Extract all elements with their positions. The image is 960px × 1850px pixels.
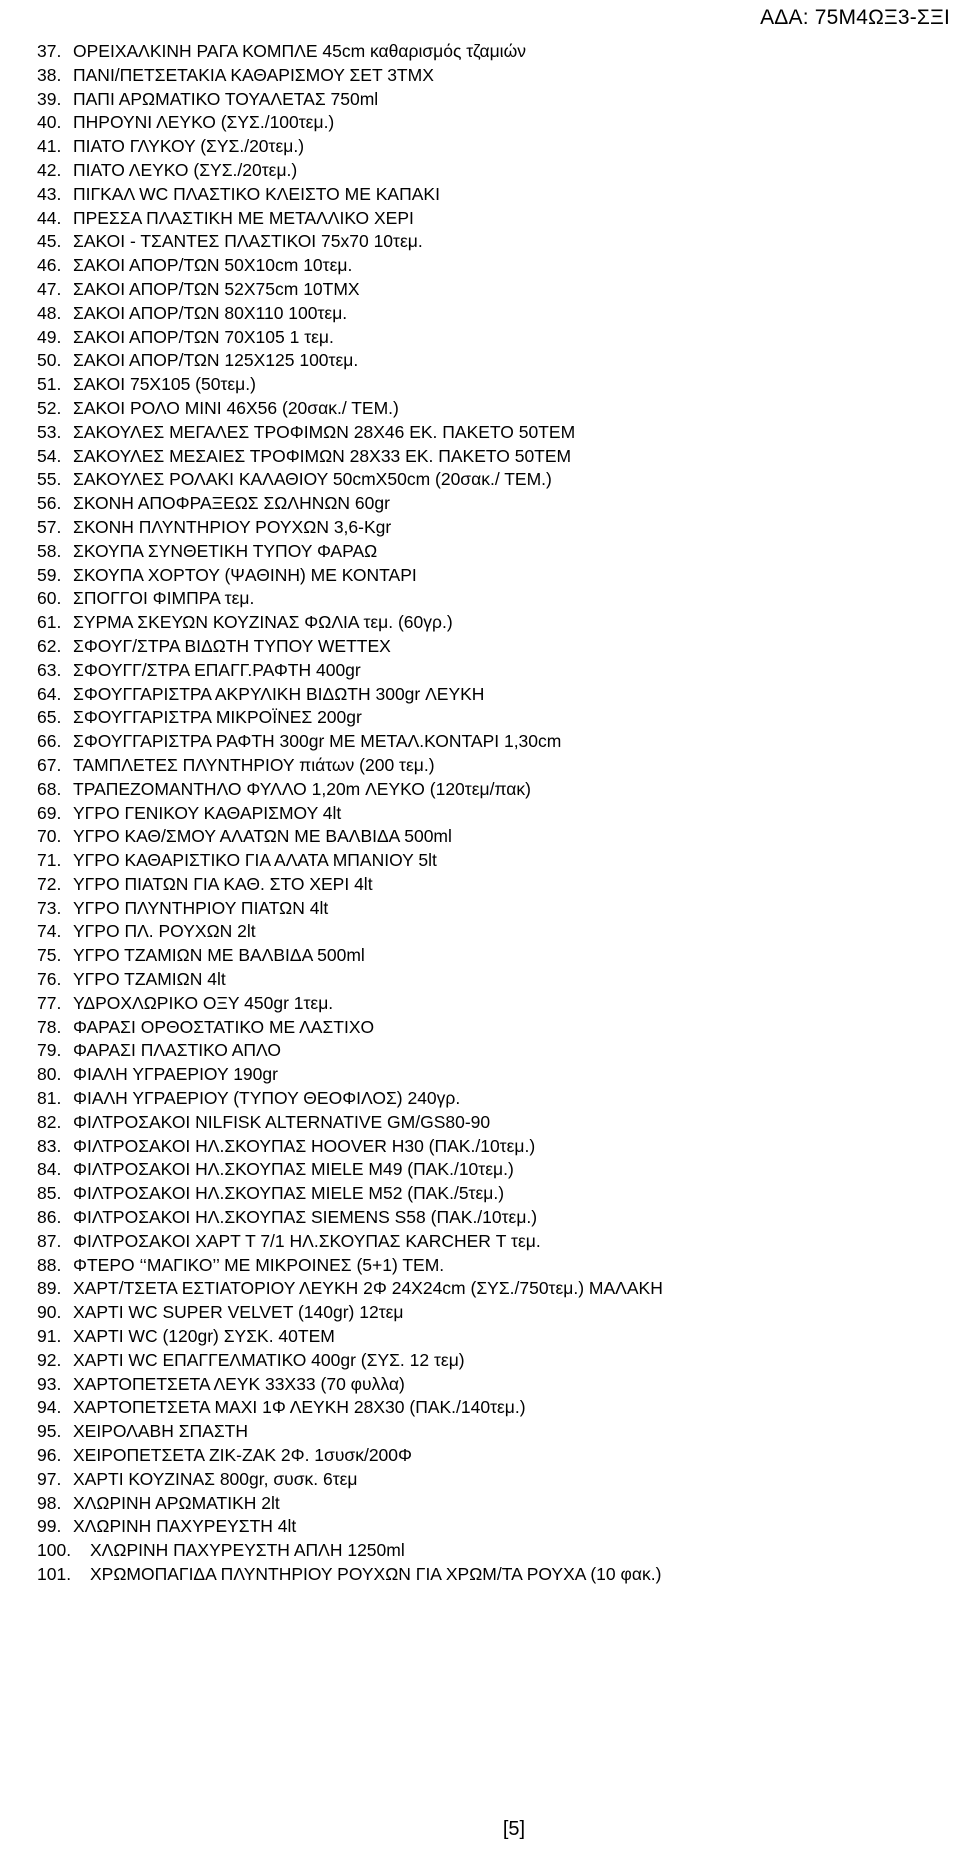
item-number: 37.: [37, 41, 62, 61]
item-number: 50.: [37, 350, 62, 371]
item-description: ΣΑΚΟΥΛΕΣ ΜΕΣΑΙΕΣ ΤΡΟΦΙΜΩΝ 28Χ33 ΕΚ. ΠΑΚΕΤΟ 50ΤΕΜ: [73, 445, 572, 466]
list-item: [37, 492, 947, 516]
list-item: [37, 135, 947, 159]
item-number: 83.: [37, 1135, 62, 1156]
item-description: ΠΙΓΚΑΛ WC ΠΛΑΣΤΙΚΟ ΚΛΕΙΣΤΟ ΜΕ ΚΑΠΑΚΙ: [73, 183, 440, 204]
list-item: [37, 1158, 947, 1182]
list-item: [37, 421, 947, 445]
item-number: 39.: [37, 88, 62, 109]
item-description: ΧΑΡΤΟΠΕΤΣΕΤΑ ΜΑΧΙ 1Φ ΛΕΥΚΗ 28Χ30 (ΠΑΚ./140τεμ.): [73, 1397, 526, 1418]
item-description: ΣΦΟΥΓΓΑΡΙΣΤΡΑ ΜΙΚΡΟΪΝΕΣ 200gr: [73, 707, 362, 728]
item-number: 87.: [37, 1230, 62, 1251]
list-item: [37, 373, 947, 397]
item-description: ΦΙΛΤΡΟΣΑΚΟΙ ΗΛ.ΣΚΟΥΠΑΣ MIELE M52 (ΠΑΚ./5τεμ.): [73, 1183, 505, 1204]
item-description: ΣΚΟΝΗ ΑΠΟΦΡΑΞΕΩΣ ΣΩΛΗΝΩΝ 60gr: [73, 493, 390, 514]
item-number: 47.: [37, 278, 62, 299]
item-description: ΣΚΟΥΠΑ ΧΟΡΤΟΥ (ΨΑΘΙΝΗ) ΜΕ ΚΟΝΤΑΡΙ: [73, 564, 417, 585]
item-description: ΧΛΩΡΙΝΗ ΠΑΧΥΡΕΥΣΤΗ 4lt: [73, 1516, 297, 1537]
list-item: [37, 1277, 947, 1301]
list-item: [37, 1111, 947, 1135]
list-item: [37, 897, 947, 921]
list-item: [37, 754, 947, 778]
item-description: ΧΑΡΤΟΠΕΤΣΕΤΑ ΛΕΥΚ 33Χ33 (70 φυλλα): [73, 1373, 405, 1394]
item-description: ΣΑΚΟΙ - ΤΣΑΝΤΕΣ ΠΛΑΣΤΙΚΟΙ 75x70 10τεμ.: [73, 231, 423, 252]
item-number: 68.: [37, 778, 62, 799]
item-number: 71.: [37, 850, 62, 871]
item-number: 59.: [37, 564, 62, 585]
list-item: [37, 968, 947, 992]
item-number: 86.: [37, 1207, 62, 1228]
list-item: [37, 445, 947, 469]
item-number: 95.: [37, 1421, 62, 1442]
list-item: [37, 1396, 947, 1420]
item-number: 44.: [37, 207, 62, 228]
item-number: 75.: [37, 945, 62, 966]
item-description: ΥΓΡΟ ΓΕΝΙΚΟΥ ΚΑΘΑΡΙΣΜΟΥ 4lt: [73, 802, 342, 823]
item-description: ΣΥΡΜΑ ΣΚΕΥΩΝ ΚΟΥΖΙΝΑΣ ΦΩΛΙΑ τεμ. (60γρ.): [73, 612, 453, 633]
item-number: 64.: [37, 683, 62, 704]
item-number: 65.: [37, 707, 62, 728]
item-description: ΤΑΜΠΛΕΤΕΣ ΠΛΥΝΤΗΡΙΟΥ πιάτων (200 τεμ.): [73, 754, 435, 775]
item-number: 98.: [37, 1492, 62, 1513]
item-number: 42.: [37, 159, 62, 180]
item-description: ΥΓΡΟ ΤΖΑΜΙΩΝ 4lt: [73, 969, 226, 990]
item-number: 82.: [37, 1111, 62, 1132]
item-description: ΣΑΚΟΙ ΑΠΟΡ/ΤΩΝ 80Χ110 100τεμ.: [73, 302, 348, 323]
list-item: [37, 1016, 947, 1040]
list-item: [37, 944, 947, 968]
list-item: [37, 1230, 947, 1254]
item-description: ΧΑΡΤΙ WC SUPER VELVET (140gr) 12τεμ: [73, 1302, 404, 1323]
item-description: ΧΑΡΤΙ WC (120gr) ΣΥΣΚ. 40ΤΕΜ: [73, 1326, 335, 1347]
item-number: 57.: [37, 516, 62, 537]
item-number: 55.: [37, 469, 62, 490]
list-item: [37, 659, 947, 683]
list-item: [37, 1515, 947, 1539]
list-item: [37, 587, 947, 611]
list-item: [37, 873, 947, 897]
list-item: [37, 1420, 947, 1444]
item-number: 62.: [37, 635, 62, 656]
list-item: [37, 397, 947, 421]
list-item: [37, 849, 947, 873]
list-item: [37, 802, 947, 826]
item-number: 56.: [37, 493, 62, 514]
item-number: 69.: [37, 802, 62, 823]
item-description: ΦΙΑΛΗ ΥΓΡΑΕΡΙΟΥ (ΤΥΠΟΥ ΘΕΟΦΙΛΟΣ) 240γρ.: [73, 1088, 461, 1109]
item-number: 60.: [37, 588, 62, 609]
item-number: 76.: [37, 969, 62, 990]
item-number: 72.: [37, 873, 62, 894]
item-number: 51.: [37, 374, 62, 395]
item-number: 40.: [37, 112, 62, 133]
item-number: 38.: [37, 64, 62, 85]
item-description: ΧΛΩΡΙΝΗ ΠΑΧΥΡΕΥΣΤΗ ΑΠΛΗ 1250ml: [90, 1540, 405, 1561]
item-description: ΤΡΑΠΕΖΟΜΑΝΤΗΛΟ ΦΥΛΛΟ 1,20m ΛΕΥΚΟ (120τεμ/πακ): [73, 778, 531, 799]
item-number: 90.: [37, 1302, 62, 1323]
item-number: 46.: [37, 255, 62, 276]
list-item: [37, 825, 947, 849]
list-item: [37, 730, 947, 754]
item-number: 49.: [37, 326, 62, 347]
list-item: [37, 207, 947, 231]
list-item: [37, 1182, 947, 1206]
item-description: ΦΙΛΤΡΟΣΑΚΟΙ ΗΛ.ΣΚΟΥΠΑΣ HOOVER H30 (ΠΑΚ./10τεμ.): [73, 1135, 536, 1156]
item-description: ΠΗΡΟΥΝΙ ΛΕΥΚΟ (ΣΥΣ./100τεμ.): [73, 112, 335, 133]
list-item: [37, 1468, 947, 1492]
list-item: [37, 230, 947, 254]
item-number: 77.: [37, 992, 62, 1013]
list-item: [37, 1063, 947, 1087]
item-description: ΣΚΟΥΠΑ ΣΥΝΘΕΤΙΚΗ ΤΥΠΟΥ ΦΑΡΑΩ: [73, 540, 378, 561]
item-description: ΣΑΚΟΙ ΑΠΟΡ/ΤΩΝ 52Χ75cm 10ΤΜΧ: [73, 278, 360, 299]
item-number: 85.: [37, 1183, 62, 1204]
item-number: 63.: [37, 659, 62, 680]
item-description: ΣΑΚΟΙ ΑΠΟΡ/ΤΩΝ 125Χ125 100τεμ.: [73, 350, 359, 371]
item-description: ΣΦΟΥΓΓΑΡΙΣΤΡΑ ΡΑΦΤΗ 300gr ΜΕ ΜΕΤΑΛ.ΚΟΝΤΑΡΙ 1,30cm: [73, 731, 562, 752]
item-description: ΦΤΕΡΟ ‘‘ΜΑΓΙΚΟ’’ ΜΕ ΜΙΚΡΟΙΝΕΣ (5+1) ΤΕΜ.: [73, 1254, 445, 1275]
item-description: ΦΙΛΤΡΟΣΑΚΟΙ ΗΛ.ΣΚΟΥΠΑΣ SIEMENS S58 (ΠΑΚ./10τεμ.): [73, 1207, 538, 1228]
list-item: [37, 920, 947, 944]
item-description: ΧΑΡΤ/ΤΣΕΤΑ ΕΣΤΙΑΤΟΡΙΟΥ ΛΕΥΚΗ 2Φ 24Χ24cm (ΣΥΣ./750τεμ.) ΜΑΛΑΚΗ: [73, 1278, 663, 1299]
item-description: ΣΑΚΟΙ ΑΠΟΡ/ΤΩΝ 50Χ10cm 10τεμ.: [73, 255, 353, 276]
item-description: ΦΑΡΑΣΙ ΟΡΘΟΣΤΑΤΙΚΟ ΜΕ ΛΑΣΤΙΧΟ: [73, 1016, 375, 1037]
item-number: 84.: [37, 1159, 62, 1180]
item-description: ΣΑΚΟΙ ΑΠΟΡ/ΤΩΝ 70Χ105 1 τεμ.: [73, 326, 334, 347]
item-description: ΥΔΡΟΧΛΩΡΙΚΟ ΟΞΥ 450gr 1τεμ.: [73, 992, 334, 1013]
item-description: ΣΦΟΥΓ/ΣΤΡΑ ΒΙΔΩΤΗ ΤΥΠΟΥ WETTEX: [73, 635, 391, 656]
item-description: ΣΚΟΝΗ ΠΛΥΝΤΗΡΙΟΥ ΡΟΥΧΩΝ 3,6-Kgr: [73, 516, 392, 537]
item-description: ΥΓΡΟ ΠΛΥΝΤΗΡΙΟΥ ΠΙΑΤΩΝ 4lt: [73, 897, 329, 918]
list-item: [37, 1373, 947, 1397]
list-item: [37, 635, 947, 659]
list-item: [37, 516, 947, 540]
item-description: ΠΡΕΣΣΑ ΠΛΑΣΤΙΚΗ ΜΕ ΜΕΤΑΛΛΙΚΟ ΧΕΡΙ: [73, 207, 414, 228]
item-description: ΥΓΡΟ ΚΑΘΑΡΙΣΤΙΚΟ ΓΙΑ ΑΛΑΤΑ ΜΠΑΝΙΟΥ 5lt: [73, 850, 437, 871]
list-item: [37, 992, 947, 1016]
item-description: ΠΑΝΙ/ΠΕΤΣΕΤΑΚΙΑ ΚΑΘΑΡΙΣΜΟΥ ΣΕΤ 3ΤΜΧ: [73, 64, 434, 85]
item-description: ΦΙΛΤΡΟΣΑΚΟΙ ΗΛ.ΣΚΟΥΠΑΣ MIELE M49 (ΠΑΚ./10τεμ.): [73, 1159, 514, 1180]
item-description: ΥΓΡΟ ΤΖΑΜΙΩΝ ΜΕ ΒΑΛΒΙΔΑ 500ml: [73, 945, 365, 966]
list-item: [37, 1135, 947, 1159]
item-description: ΣΑΚΟΙ ΡΟΛΟ ΜΙΝΙ 46Χ56 (20σακ./ ΤΕΜ.): [73, 397, 399, 418]
item-number: 81.: [37, 1088, 62, 1109]
list-item: [37, 611, 947, 635]
item-number: 73.: [37, 897, 62, 918]
list-item: [37, 183, 947, 207]
list-item: [37, 778, 947, 802]
item-number: 88.: [37, 1254, 62, 1275]
list-item: [37, 64, 947, 88]
item-description: ΠΙΑΤΟ ΓΛΥΚΟΥ (ΣΥΣ./20τεμ.): [73, 136, 305, 157]
list-item: [37, 302, 947, 326]
list-item: [37, 1039, 947, 1063]
item-number: 101.: [37, 1564, 72, 1584]
item-number: 92.: [37, 1349, 62, 1370]
item-number: 99.: [37, 1516, 62, 1537]
item-number: 74.: [37, 921, 62, 942]
list-item: [37, 88, 947, 112]
document-reference-code: ΑΔΑ: 75Μ4ΩΞ3-ΣΞΙ: [760, 6, 950, 29]
item-number: 67.: [37, 754, 62, 775]
item-number: 70.: [37, 826, 62, 847]
list-item: [37, 706, 947, 730]
item-number: 41.: [37, 136, 62, 157]
item-number: 93.: [37, 1373, 62, 1394]
item-number: 100.: [37, 1540, 72, 1561]
item-number: 58.: [37, 540, 62, 561]
list-item: [37, 1325, 947, 1349]
list-item: [37, 40, 947, 64]
item-number: 43.: [37, 183, 62, 204]
list-item: [37, 1254, 947, 1278]
item-description: ΦΙΑΛΗ ΥΓΡΑΕΡΙΟΥ 190gr: [73, 1064, 278, 1085]
item-number: 94.: [37, 1397, 62, 1418]
list-item: [37, 1444, 947, 1468]
list-item: [37, 326, 947, 350]
item-description: ΦΑΡΑΣΙ ΠΛΑΣΤΙΚΟ ΑΠΛΟ: [73, 1040, 281, 1061]
item-number: 89.: [37, 1278, 62, 1299]
list-item: [37, 349, 947, 373]
item-description: ΠΙΑΤΟ ΛΕΥΚΟ (ΣΥΣ./20τεμ.): [73, 159, 298, 180]
list-item: [37, 1539, 947, 1563]
item-description: ΣΑΚΟΥΛΕΣ ΜΕΓΑΛΕΣ ΤΡΟΦΙΜΩΝ 28Χ46 ΕΚ. ΠΑΚΕΤΟ 50ΤΕΜ: [73, 421, 576, 442]
item-description: ΠΑΠΙ ΑΡΩΜΑΤΙΚΟ ΤΟΥΑΛΕΤΑΣ 750ml: [73, 88, 379, 109]
item-description: ΧΡΩΜΟΠΑΓΙΔΑ ΠΛΥΝΤΗΡΙΟΥ ΡΟΥΧΩΝ ΓΙΑ ΧΡΩΜ/ΤΑ ΡΟΥΧΑ (10 φακ.): [90, 1564, 662, 1584]
item-description: ΥΓΡΟ ΠΛ. ΡΟΥΧΩΝ 2lt: [73, 921, 256, 942]
item-number: 96.: [37, 1445, 62, 1466]
list-item: [37, 1492, 947, 1516]
page-number: [5]: [502, 1818, 526, 1840]
item-description: ΧΕΙΡΟΛΑΒΗ ΣΠΑΣΤΗ: [73, 1421, 248, 1442]
item-description: ΟΡΕΙΧΑΛΚΙΝΗ ΡΑΓΑ ΚΟΜΠΛΕ 45cm καθαρισμός τζαμιών: [73, 41, 526, 61]
list-item: [37, 278, 947, 302]
list-item: [37, 468, 947, 492]
list-item: [37, 564, 947, 588]
list-item: [37, 1563, 947, 1587]
item-number: 45.: [37, 231, 62, 252]
item-number: 52.: [37, 397, 62, 418]
item-description: ΦΙΛΤΡΟΣΑΚΟΙ ΧΑΡΤ Τ 7/1 ΗΛ.ΣΚΟΥΠΑΣ KARCHER Τ τεμ.: [73, 1230, 541, 1251]
list-item: [37, 254, 947, 278]
item-number: 78.: [37, 1016, 62, 1037]
list-item: [37, 1301, 947, 1325]
item-description: ΧΑΡΤΙ ΚΟΥΖΙΝΑΣ 800gr, συσκ. 6τεμ: [73, 1468, 358, 1489]
list-item: [37, 159, 947, 183]
item-description: ΥΓΡΟ ΠΙΑΤΩΝ ΓΙΑ ΚΑΘ. ΣΤΟ ΧΕΡΙ 4lt: [73, 873, 373, 894]
list-item: [37, 683, 947, 707]
item-description: ΣΦΟΥΓΓΑΡΙΣΤΡΑ ΑΚΡΥΛΙΚΗ ΒΙΔΩΤΗ 300gr ΛΕΥΚΗ: [73, 683, 485, 704]
item-description: ΣΠΟΓΓΟΙ ΦΙΜΠΡΑ τεμ.: [73, 588, 255, 609]
list-item: [37, 540, 947, 564]
item-number: 79.: [37, 1040, 62, 1061]
item-description: ΣΑΚΟΥΛΕΣ ΡΟΛΑΚΙ ΚΑΛΑΘΙΟΥ 50cmX50cm (20σακ./ ΤΕΜ.): [73, 469, 552, 490]
item-description: ΣΑΚΟΙ 75Χ105 (50τεμ.): [73, 374, 256, 395]
supply-item-list: [37, 40, 947, 1587]
list-item: [37, 1206, 947, 1230]
item-number: 97.: [37, 1468, 62, 1489]
item-description: ΥΓΡΟ ΚΑΘ/ΣΜΟΥ ΑΛΑΤΩΝ ΜΕ ΒΑΛΒΙΔΑ 500ml: [73, 826, 452, 847]
item-description: ΧΛΩΡΙΝΗ ΑΡΩΜΑΤΙΚΗ 2lt: [73, 1492, 280, 1513]
item-number: 54.: [37, 445, 62, 466]
item-description: ΧΕΙΡΟΠΕΤΣΕΤΑ ZIK-ZAK 2Φ. 1συσκ/200Φ: [73, 1445, 412, 1466]
item-number: 48.: [37, 302, 62, 323]
item-description: ΧΑΡΤΙ WC ΕΠΑΓΓΕΛΜΑΤΙΚΟ 400gr (ΣΥΣ. 12 τεμ): [73, 1349, 465, 1370]
list-item: [37, 1349, 947, 1373]
item-description: ΦΙΛΤΡΟΣΑΚΟΙ NILFISK ALTERNATIVE GM/GS80-90: [73, 1111, 491, 1132]
item-number: 80.: [37, 1064, 62, 1085]
item-number: 66.: [37, 731, 62, 752]
item-number: 53.: [37, 421, 62, 442]
list-item: [37, 1087, 947, 1111]
list-item: [37, 111, 947, 135]
item-description: ΣΦΟΥΓΓ/ΣΤΡΑ ΕΠΑΓΓ.ΡΑΦΤΗ 400gr: [73, 659, 361, 680]
item-number: 91.: [37, 1326, 62, 1347]
item-number: 61.: [37, 612, 62, 633]
